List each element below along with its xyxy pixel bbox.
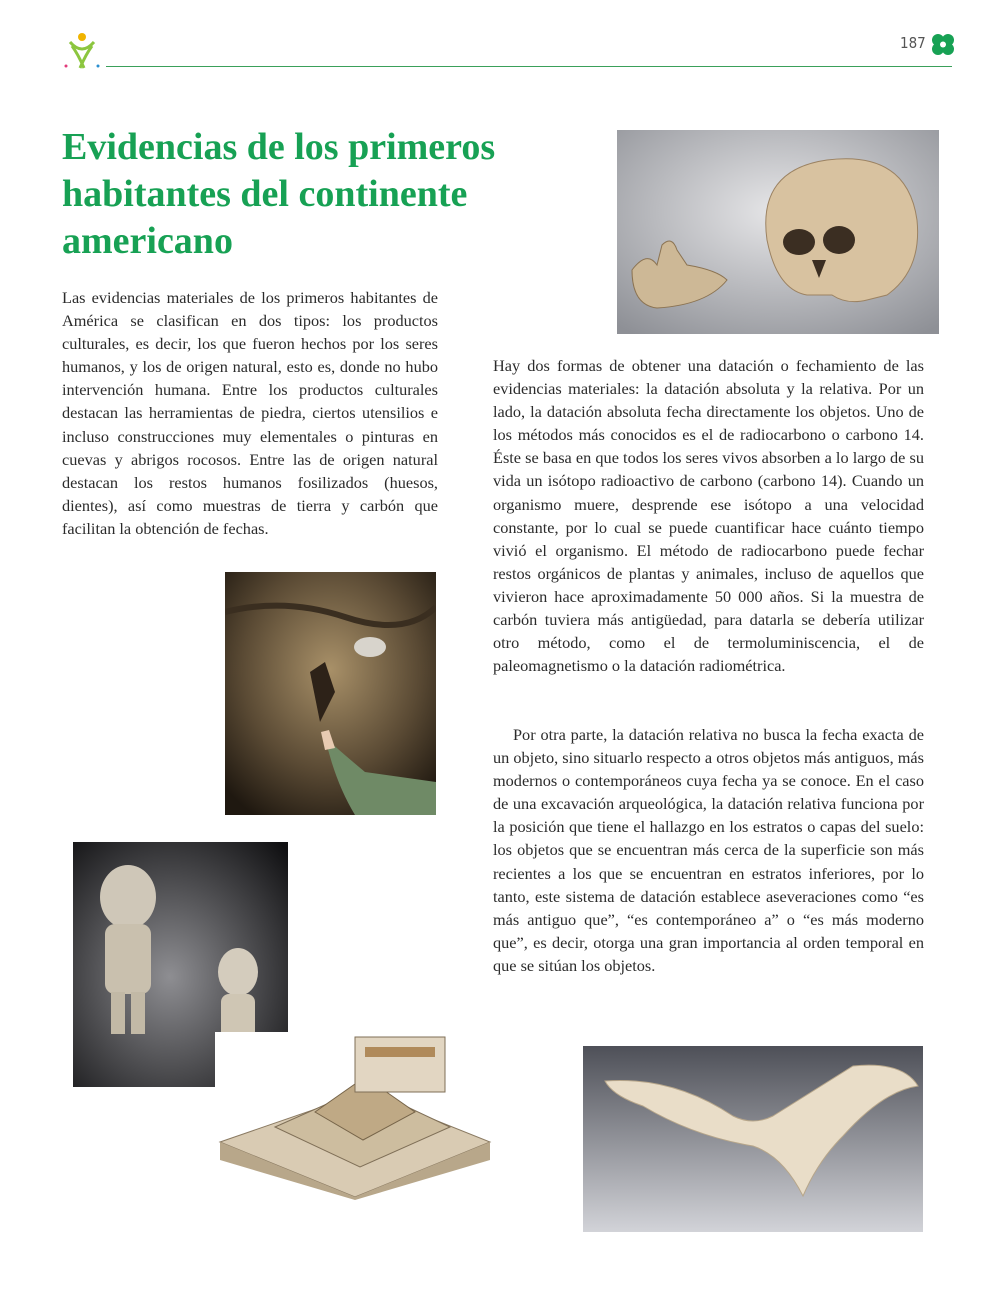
dating-paragraph: Hay dos formas de obtener una datación o fechamiento de las evidencias materiales: la datación absoluta y la relativa. Por un lado, la datación absoluta fecha directamente los objetos. Uno de los métodos más conocidos es el de radiocarbono o carbono 14. Éste se basa en que todos los seres vivos absorben a lo largo de su vida un isótopo radioactivo de carbono (carbono 14). Cuando un organismo muere, desprende ese isótopo a una velocidad constante, por lo cual se puede cuantificar hace cuánto tiempo vivió el organismo. El método de radiocarbono puede fechar restos orgánicos de plantas y animales, incluso de aquellos que vivieron hace aproximadamente 50 000 años. Si la muestra de carbón tuviera más antigüedad, para datarla se debería utilizar otro método, como el de termoluminiscencia, el de paleomagnetismo o la datación radiométrica. <box>493 356 924 676</box>
clover-icon <box>930 32 956 56</box>
page-title: Evidencias de los primeros habitantes del continente americano <box>62 126 496 262</box>
page-number: 187 <box>900 34 926 52</box>
logo-icon <box>62 32 102 72</box>
stone-point-photo <box>583 1046 923 1232</box>
skull-photo <box>617 130 939 334</box>
temple-model-photo <box>215 1032 495 1200</box>
cave-photo <box>225 572 436 815</box>
relative-dating-paragraph: Por otra parte, la datación relativa no busca la fecha exacta de un objeto, sino situarlo respecto a otros objetos más antiguos, más modernos o contemporáneos cuya fecha ya se conoce. En el caso de una excavación arqueológica, la datación relativa funciona por la posición que tiene el hallazgo en los estratos o capas del suelo: los objetos que se encuentran más cerca de la superficie son más recientes a los que se encuentran en estratos inferiores, por lo tanto, este sistema de datación establece aseveraciones como “es más antiguo que”, “es contemporáneo a” o “es más moderno que”, es decir, otorga una gran importancia al orden temporal en que se sitúan los objetos. <box>493 725 924 975</box>
header-rule <box>106 66 952 67</box>
intro-paragraph: Las evidencias materiales de los primeros habitantes de América se clasifican en dos tipos: los productos culturales, es decir, los que fueron hechos por los seres humanos, y los de origen natural, esto es, donde no hubo intervención humana. Entre los productos culturales destacan las herramientas de piedra, ciertos utensilios e incluso construcciones muy elementales o pinturas en cuevas y abrigos rocosos. Entre las de origen natural destacan los restos humanos fosilizados (huesos, dientes), así como muestras de tierra y carbón que facilitan la obtención de fechas. <box>62 288 438 538</box>
